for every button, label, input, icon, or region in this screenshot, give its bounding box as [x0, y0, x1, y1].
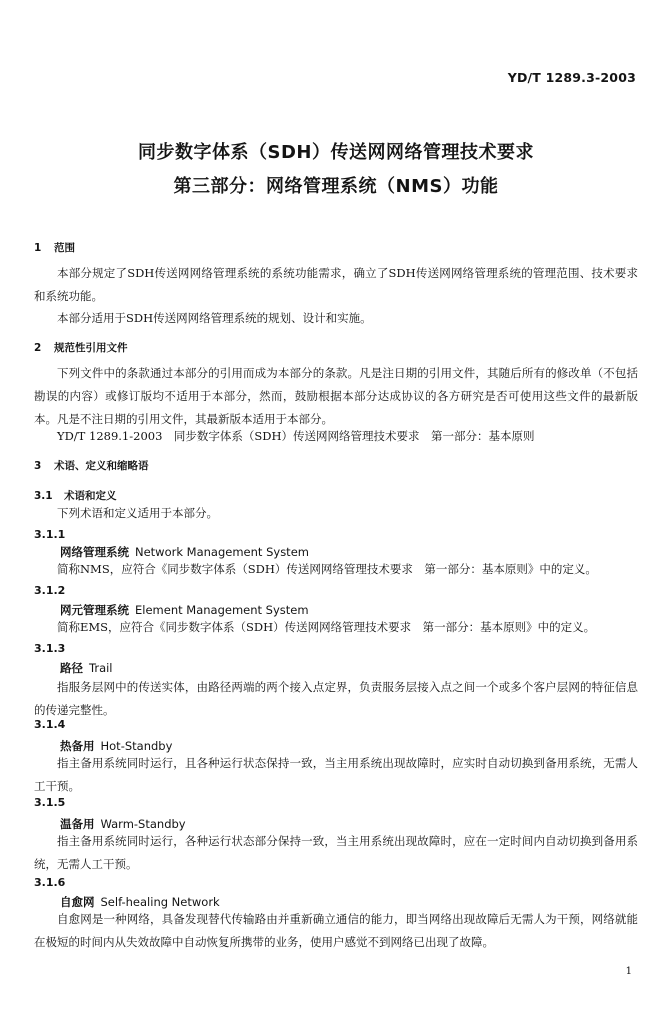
section-title: 术语、定义和缩略语 — [54, 460, 149, 472]
term-definition: 简称EMS，应符合《同步数字体系（SDH）传送网网络管理技术要求 第一部分：基本原则》中的定义。 — [57, 620, 596, 634]
term-en: Warm-Standby — [100, 817, 186, 831]
term-en: Network Management System — [135, 545, 309, 559]
term-definition: 指主备用系统同时运行，且各种运行状态保持一致，当主用系统出现故障时，应实时自动切换到备用系统，无需人工干预。 — [34, 756, 638, 793]
section-1-paragraph-2: 本部分适用于SDH传送网网络管理系统的规划、设计和实施。 — [57, 311, 372, 325]
standard-code: YD/T 1289.3-2003 — [507, 70, 636, 85]
term-zh: 网络管理系统 — [60, 545, 129, 559]
section-2-paragraph: 下列文件中的条款通过本部分的引用而成为本部分的条款。凡是注日期的引用文件，其随后所有的修改单（不包括勘误的内容）或修订版均不适用于本部分，然而，鼓励根据本部分达成协议的各方研究是否可使用这些文件的最新版本。凡是不注日期的引用文件，其最新版本适用于本部分。 — [34, 366, 638, 426]
section-number: 3 — [34, 460, 42, 472]
section-1-heading — [34, 240, 638, 255]
section-3-1-heading — [34, 488, 638, 503]
section-3-1-intro: 下列术语和定义适用于本部分。 — [57, 506, 218, 520]
term-definition: 简称NMS，应符合《同步数字体系（SDH）传送网网络管理技术要求 第一部分：基本原则》中的定义。 — [57, 562, 597, 576]
document-title-line2: 第三部分：网络管理系统（NMS）功能 — [173, 176, 499, 197]
section-title: 术语和定义 — [64, 490, 117, 502]
term-number: 3.1.5 — [34, 796, 66, 809]
section-2-heading — [34, 340, 638, 355]
section-number: 3.1 — [34, 490, 53, 502]
term-heading — [34, 660, 664, 676]
term-zh: 网元管理系统 — [60, 603, 129, 617]
section-title: 规范性引用文件 — [54, 342, 128, 354]
term-definition: 指主备用系统同时运行，各种运行状态部分保持一致，当主用系统出现故障时，应在一定时间内自动切换到备用系统，无需人工干预。 — [34, 834, 638, 871]
term-definition: 自愈网是一种网络，具备发现替代传输路由并重新确立通信的能力，即当网络出现故障后无需人为干预，网络就能在极短的时间内从失效故障中自动恢复所携带的业务，使用户感觉不到网络已出现了故障。 — [34, 912, 638, 949]
term-zh: 路径 — [60, 661, 83, 675]
term-en: Element Management System — [135, 603, 309, 617]
section-1-paragraph-1: 本部分规定了SDH传送网网络管理系统的系统功能需求，确立了SDH传送网网络管理系统的管理范围、技术要求和系统功能。 — [34, 266, 638, 303]
term-zh: 自愈网 — [60, 895, 95, 909]
term-definition: 指服务层网中的传送实体，由路径两端的两个接入点定界，负责服务层接入点之间一个或多个客户层网的特征信息的传递完整性。 — [34, 680, 638, 717]
term-en: Hot-Standby — [100, 739, 173, 753]
section-3-heading — [34, 458, 638, 473]
term-number: 3.1.6 — [34, 876, 66, 889]
document-title-line1: 同步数字体系（SDH）传送网网络管理技术要求 — [138, 142, 534, 163]
section-title: 范围 — [54, 242, 75, 254]
term-number: 3.1.4 — [34, 718, 66, 731]
term-zh: 温备用 — [60, 817, 95, 831]
term-zh: 热备用 — [60, 739, 95, 753]
term-number: 3.1.1 — [34, 528, 66, 541]
section-number: 1 — [34, 242, 42, 254]
term-number: 3.1.3 — [34, 642, 66, 655]
page-number: 1 — [625, 966, 632, 977]
term-en: Self-healing Network — [100, 895, 220, 909]
term-en: Trail — [89, 661, 113, 675]
normative-reference: YD/T 1289.1-2003 同步数字体系（SDH）传送网网络管理技术要求 第一部分：基本原则 — [57, 429, 535, 443]
term-number: 3.1.2 — [34, 584, 66, 597]
section-number: 2 — [34, 342, 42, 354]
